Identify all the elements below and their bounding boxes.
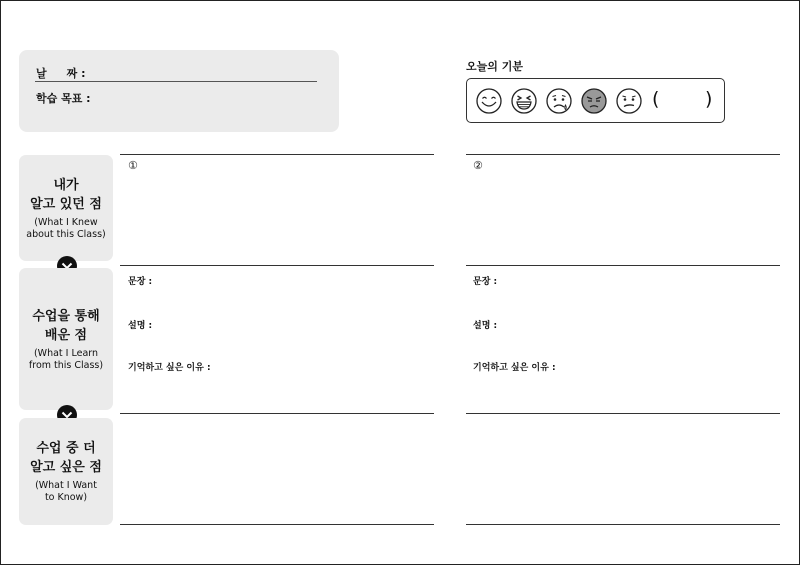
- explanation-label-right: 설명 :: [473, 321, 498, 331]
- marker-left: ①: [128, 159, 138, 172]
- section-known-subtitle: (What I Knew about this Class): [26, 216, 106, 240]
- mood-box: [466, 78, 725, 123]
- divider-line: [120, 413, 434, 414]
- laughing-face-icon[interactable]: [511, 88, 537, 114]
- reason-label-left: 기억하고 싶은 이유 :: [128, 363, 211, 373]
- section-known-title: 내가 알고 있던 점: [30, 177, 102, 212]
- section-learned-subtitle: (What I Learn from this Class): [28, 347, 104, 371]
- divider-line: [466, 154, 780, 155]
- mood-close-paren: ): [705, 88, 713, 110]
- section-learned-title: 수업을 통해 배운 점: [32, 308, 100, 343]
- mood-open-paren: (: [652, 88, 660, 110]
- smiling-face-icon[interactable]: [476, 88, 502, 114]
- divider-line: [466, 413, 780, 414]
- section-learned: [19, 268, 113, 410]
- sentence-label-left: 문장 :: [128, 277, 153, 287]
- explanation-label-left: 설명 :: [128, 321, 153, 331]
- divider-line: [120, 265, 434, 266]
- section-want-title: 수업 중 더 알고 싶은 점: [30, 441, 102, 475]
- section-want: [19, 418, 113, 525]
- divider-line: [466, 524, 780, 525]
- section-known: [19, 155, 113, 261]
- date-label: 날 짜 :: [36, 67, 86, 80]
- goal-label: 학습 목표 :: [36, 92, 91, 105]
- confused-face-icon[interactable]: [616, 88, 642, 114]
- sad-face-icon[interactable]: [546, 88, 572, 114]
- info-box: [19, 50, 339, 132]
- divider-line: [120, 524, 434, 525]
- divider-line: [120, 154, 434, 155]
- reason-label-right: 기억하고 싶은 이유 :: [473, 363, 556, 373]
- mood-title: 오늘의 기분: [466, 60, 523, 73]
- frowning-face-icon[interactable]: [581, 88, 607, 114]
- divider-line: [466, 265, 780, 266]
- section-want-subtitle: (What I Want to Know): [35, 480, 97, 503]
- date-underline: [35, 81, 317, 82]
- sentence-label-right: 문장 :: [473, 277, 498, 287]
- marker-right: ②: [473, 159, 483, 172]
